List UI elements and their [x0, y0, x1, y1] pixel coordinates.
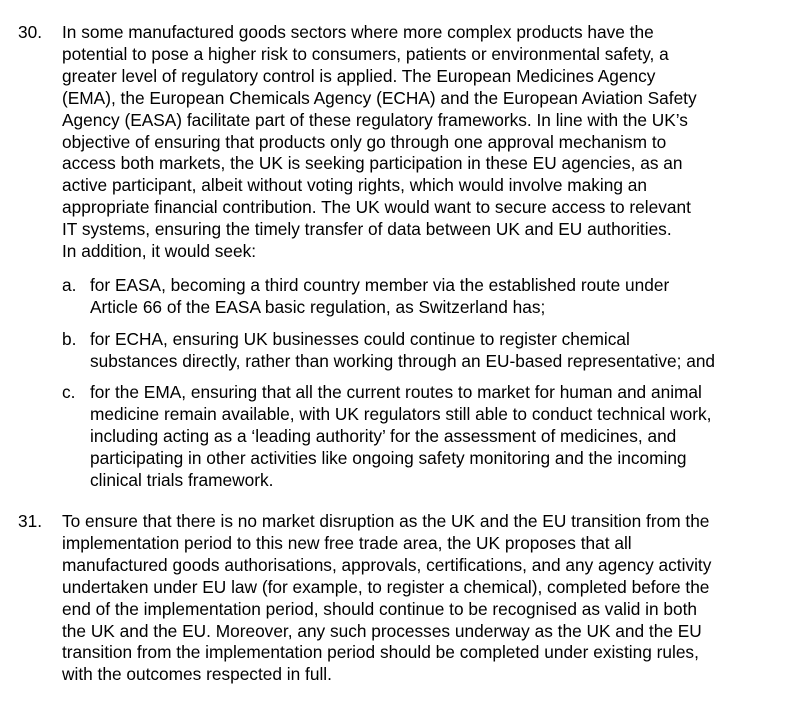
text-line: In addition, it would seek:	[62, 241, 257, 262]
list-item-letter: a.	[62, 275, 77, 295]
text-line: appropriate financial contribution. The UK would want to secure access to relevant	[62, 197, 691, 218]
text-line: medicine remain available, with UK regulators still able to conduct technical work,	[90, 403, 712, 424]
text-line: (EMA), the European Chemicals Agency (ECHA) and the European Aviation Safety	[62, 87, 697, 108]
text-line: To ensure that there is no market disruption as the UK and the EU transition from the	[62, 511, 710, 531]
paragraph-body	[62, 22, 806, 263]
text-line: including acting as a ‘leading authority’ for the assessment of medicines, and	[90, 425, 677, 446]
text-line: for ECHA, ensuring UK businesses could continue to register chemical	[90, 329, 630, 349]
text-line: for EASA, becoming a third country member via the established route under	[90, 275, 670, 295]
text-line: transition from the implementation period should be completed under existing rules,	[62, 642, 699, 663]
list-item-letter: b.	[62, 329, 77, 349]
text-line: end of the implementation period, should continue to be recognised as valid in both	[62, 598, 698, 619]
text-line: the UK and the EU. Moreover, any such processes underway as the UK and the EU	[62, 620, 702, 641]
paragraph-body	[62, 511, 806, 686]
text-line: access both markets, the UK is seeking participation in these EU agencies, as an	[62, 153, 683, 174]
text-line: In some manufactured goods sectors where more complex products have the	[62, 22, 654, 42]
text-line: objective of ensuring that products only go through one approval mechanism to	[62, 131, 667, 152]
text-line: participating in other activities like ongoing safety monitoring and the incoming	[90, 447, 687, 468]
text-line: Article 66 of the EASA basic regulation, as Switzerland has;	[90, 296, 546, 317]
text-line: clinical trials framework.	[90, 469, 274, 490]
text-line: greater level of regulatory control is applied. The European Medicines Agency	[62, 65, 656, 86]
paragraph-number: 31.	[18, 511, 43, 531]
list-item-text	[90, 329, 806, 373]
text-line: with the outcomes respected in full.	[62, 664, 332, 685]
list-item-text	[90, 275, 806, 319]
text-line: potential to pose a higher risk to consumers, patients or environmental safety, a	[62, 43, 669, 64]
text-line: implementation period to this new free trade area, the UK proposes that all	[62, 532, 632, 553]
text-line: IT systems, ensuring the timely transfer of data between UK and EU authorities.	[62, 219, 672, 240]
text-line: undertaken under EU law (for example, to register a chemical), completed before the	[62, 576, 710, 597]
text-line: substances directly, rather than working through an EU-based representative; and	[90, 350, 716, 371]
text-line: manufactured goods authorisations, approvals, certifications, and any agency activity	[62, 554, 712, 575]
text-line: for the EMA, ensuring that all the current routes to market for human and animal	[90, 382, 702, 402]
paragraph-number: 30.	[18, 22, 43, 42]
text-line: Agency (EASA) facilitate part of these regulatory frameworks. In line with the UK’s	[62, 109, 688, 130]
list-item-text	[90, 382, 806, 492]
text-line: active participant, albeit without voting rights, which would involve making an	[62, 175, 647, 196]
list-item-letter: c.	[62, 382, 76, 402]
